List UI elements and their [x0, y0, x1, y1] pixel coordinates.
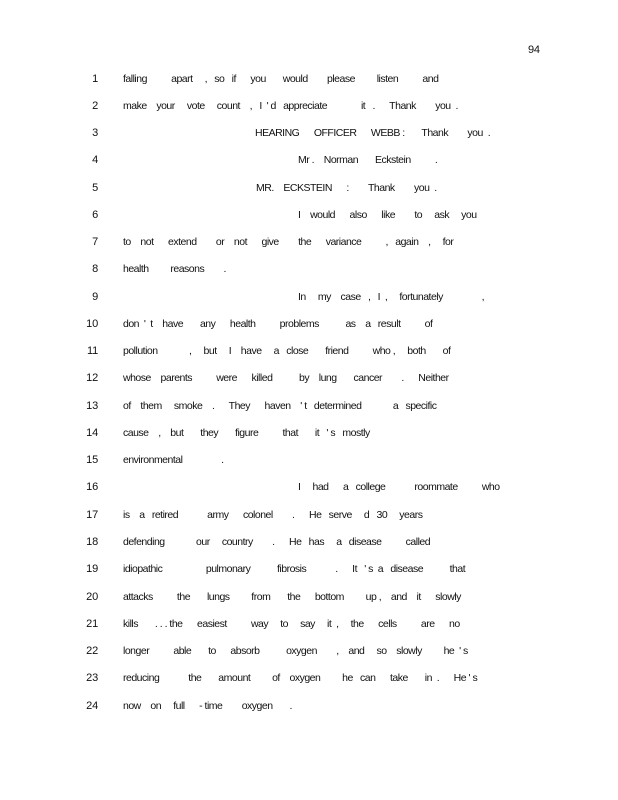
transcript-line [0, 670, 618, 686]
line-text: environmental . [123, 454, 224, 466]
line-text: now on full - time oxygen . [123, 700, 292, 712]
line-number: 7 [92, 236, 98, 248]
line-text: I had a college roommate who [298, 481, 500, 493]
line-number: 8 [92, 263, 98, 275]
transcript-line [0, 452, 618, 468]
line-number: 22 [86, 645, 98, 657]
transcript-line [0, 589, 618, 605]
line-text: falling apart , so if you would please listen and [123, 73, 439, 85]
transcript-line [0, 207, 618, 223]
transcript-line [0, 71, 618, 87]
transcript-line [0, 234, 618, 250]
line-text: whose parents were killed by lung cancer . Neither [123, 372, 449, 384]
line-text: to not extend or not give the variance , again , for [123, 236, 454, 248]
line-text: defending our country . He has a disease called [123, 536, 431, 548]
line-text: MR. ECKSTEIN : Thank you . [256, 182, 437, 194]
line-text: attacks the lungs from the bottom up , and it slowly [123, 591, 461, 603]
transcript-line [0, 289, 618, 305]
line-number: 11 [86, 345, 98, 357]
line-number: 6 [92, 209, 98, 221]
line-text: don ' t have any health problems as a result of [123, 318, 433, 330]
line-number: 5 [92, 182, 98, 194]
line-number: 10 [86, 318, 98, 330]
line-number: 14 [86, 427, 98, 439]
line-text: kills . . . the easiest way to say it , the cells are no [123, 618, 460, 630]
page-number: 94 [528, 44, 540, 56]
line-text: I would also like to ask you [298, 209, 477, 221]
transcript-line [0, 479, 618, 495]
transcript-line [0, 152, 618, 168]
transcript-line [0, 180, 618, 196]
line-number: 23 [86, 672, 98, 684]
transcript-line [0, 698, 618, 714]
line-text: HEARING OFFICER WEBB : Thank you . [255, 127, 491, 139]
line-number: 19 [86, 563, 98, 575]
line-text: health reasons . [123, 263, 226, 275]
transcript-line [0, 507, 618, 523]
transcript-line [0, 561, 618, 577]
line-text: make your vote count , I ' d appreciate it . Thank you . [123, 100, 458, 112]
transcript-line [0, 398, 618, 414]
transcript-line [0, 125, 618, 141]
line-text: longer able to absorb oxygen , and so slowly he ' s [123, 645, 468, 657]
transcript-line [0, 316, 618, 332]
transcript-line [0, 534, 618, 550]
line-number: 12 [86, 372, 98, 384]
line-text: reducing the amount of oxygen he can take in . He ' s [123, 672, 478, 684]
line-number: 1 [92, 73, 98, 85]
transcript-line [0, 616, 618, 632]
line-text: is a retired army colonel . He serve d 30 years [123, 509, 423, 521]
line-number: 18 [86, 536, 98, 548]
line-text: pollution , but I have a close friend who , both of [123, 345, 451, 357]
line-number: 2 [92, 100, 98, 112]
line-number: 4 [92, 154, 98, 166]
line-number: 21 [86, 618, 98, 630]
line-number: 9 [92, 291, 98, 303]
transcript-line [0, 370, 618, 386]
transcript-line [0, 261, 618, 277]
transcript-line [0, 643, 618, 659]
transcript-line [0, 343, 618, 359]
line-text: In my case , I , fortunately , [298, 291, 484, 303]
line-text: cause , but they figure that it ' s mostly [123, 427, 370, 439]
transcript-line [0, 425, 618, 441]
transcript-line [0, 98, 618, 114]
line-number: 15 [86, 454, 98, 466]
line-number: 3 [92, 127, 98, 139]
line-number: 24 [86, 700, 98, 712]
line-text: Mr . Norman Eckstein . [298, 154, 438, 166]
line-number: 17 [86, 509, 98, 521]
line-number: 20 [86, 591, 98, 603]
line-text: of them smoke . They haven ' t determined a specific [123, 400, 437, 412]
line-text: idiopathic pulmonary fibrosis . It ' s a disease that [123, 563, 466, 575]
line-number: 13 [86, 400, 98, 412]
line-number: 16 [86, 481, 98, 493]
